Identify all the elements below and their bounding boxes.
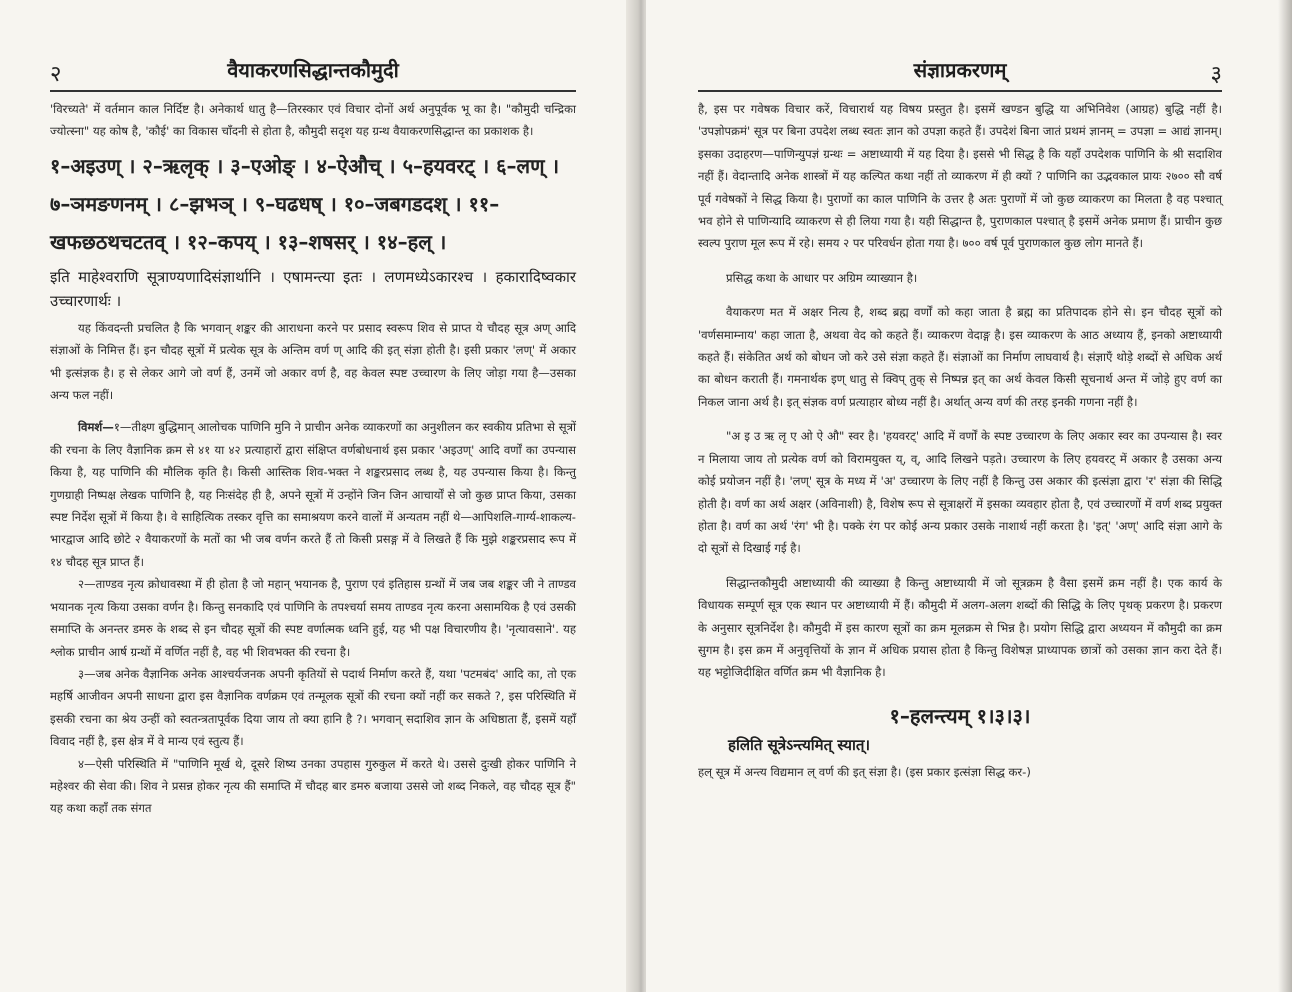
vimarsha-paragraph-3: ३—जब अनेक वैज्ञानिक अनेक आश्चर्यजनक अपनी कृतियों से पदार्थ निर्माण करते हैं, यथा 'पटमबंद' आदि का, तो एक महर्षि आजीवन अपनी साधना द्वारा इस वैज्ञानिक वर्णक्रम एवं तन्मूलक सूत्रों की रचना क्यों नहीं कर सकते ?, इस परिस्थिति में इसकी रचना का श्रेय उन्हीं को स्वतन्त्रतापूर्वक दिया जाय तो क्या हानि है ?। भगवान् सदाशिव ज्ञान के अधिष्ठाता हैं, इसमें यहाँ विवाद नहीं है, इस क्षेत्र में वे मान्य एवं स्तुत्य हैं। [50,666,576,749]
main-paragraph-3: सिद्धान्तकौमुदी अष्टाध्यायी की व्याख्या है किन्तु अष्टाध्यायी में जो सूत्रक्रम है वैसा इसमें क्रम नहीं है। एक कार्य के विधायक सम्पूर्ण सूत्र एक स्थान पर अष्टाध्यायी में हैं। कौमुदी में अलग-अलग शब्दों की सिद्धि के लिए पृथक् प्रकरण है। प्रकरण के अनुसार सूत्रनिर्देश है। कौमुदी में इस कारण सूत्रों का क्रम मूलक्रम से भिन्न है। प्रयोग सिद्धि द्वारा अध्ययन में कौमुदी का क्रम सुगम है। इस क्रम में अनुवृत्तियों के ज्ञान में अधिक प्रयास होता है किन्तु विशेषज्ञ प्राध्यापक छात्रों को उसका ज्ञान करा देते हैं। यह भट्टोजिदीक्षित वर्णित क्रम भी वैज्ञानिक है। [698,575,1222,680]
main-paragraph-2: "अ इ उ ऋ लृ ए ओ ऐ औ" स्वर है। 'हयवरट्' आदि में वर्णों के स्पष्ट उच्चारण के लिए अकार स्वर का उपन्यास है। स्वर न मिलाया जाय तो प्रत्येक वर्ण को विरामयुक्त य्, व्, आदि लिखने पड़ते। उच्चारण के लिए हयवरट् में अकार है उसका अन्य कोई प्रयोजन नहीं है। 'लण्' सूत्र के मध्य में 'अ' उच्चारण के लिए नहीं है किन्तु उस अकार की इत्संज्ञा द्वारा 'र' संज्ञा की सिद्धि होती है। वर्ण का अर्थ अक्षर (अविनाशी) है, विशेष रूप से सूत्राक्षरों में इसका व्यवहार होता है, एवं उच्चारणों में वर्ण शब्द प्रयुक्त होता है। वर्ण का अर्थ 'रंग' भी है। पक्के रंग पर कोई अन्य प्रकार उसके नाशार्थ नहीं करता है। 'इत्' 'अण्' आदि संज्ञा आगे के दो सूत्रों से दिखाई गई है। [698,429,1222,556]
spacer [698,255,1222,267]
continued-paragraph: है, इस पर गवेषक विचार करें, विचारार्थ यह विषय प्रस्तुत है। इसमें खण्डन बुद्धि या अभिनिवेश (आग्रह) बुद्धि नहीं है। 'उपज्ञोपक्रमं' सूत्र पर बिना उपदेश लब्ध स्वतः ज्ञान को उपज्ञा कहते हैं। उपदेशं बिना जातं प्रथमं ज्ञानम् = उपज्ञा = आद्यं ज्ञानम्। इसका उदाहरण—पाणिन्युपज्ञं ग्रन्थः = अष्टाध्यायी में यह दिया है। इससे भी सिद्ध है कि यहाँ उपदेशक पाणिनि के श्री सदाशिव नहीं हैं। वेदान्तादि अनेक शास्त्रों में यह कल्पित कथा नहीं तो व्याकरण में ही क्यों ? पाणिनि का उद्भवकाल प्रायः २७०० सौ वर्ष पूर्व गवेषकों ने सिद्ध किया है। पुराणों का काल पाणिनि के उत्तर है अतः पुराणों में जो कुछ व्याकरण का मिलता है वह पश्चात् भव होने से पाणिन्यादि व्याकरण से ही लिया गया है। यही सिद्धान्त है, पुराणकाल पश्चात् है इसमें अनेक प्रमाण हैं। प्राचीन कुछ स्वल्प पुराण मूल रूप में रहे। समय २ पर परिवर्धन होता गया है। ७०० वर्ष पूर्व पुराणकाल कुछ लोग मानते हैं। [698,102,1222,251]
vimarsha-label: विमर्श— [78,420,114,435]
left-page [0,0,636,992]
spacer [698,289,1222,301]
running-title: संज्ञाप्रकरणम् [913,58,1007,82]
spacer [698,560,1222,572]
spacer [698,413,1222,425]
right-page [646,0,1292,992]
iti-statement: इति माहेश्वराणि सूत्राण्यणादिसंज्ञार्थानि । एषामन्त्या इतः । लणमध्येऽकारश्च । हकारादिष्वकार उच्चारणार्थः । [50,267,576,310]
prasiddha-line: प्रसिद्ध कथा के आधार पर अग्रिम व्याख्यान है। [726,270,918,285]
vimarsha-paragraph-2: २—ताण्डव नृत्य क्रोधावस्था में ही होता है जो महान् भयानक है, पुराण एवं इतिहास ग्रन्थों में जब जब शङ्कर जी ने ताण्डव भयानक नृत्य किया उसका वर्णन है। किन्तु सनकादि एवं पाणिनि के तपश्चर्या समय ताण्डव नृत्य करना असामयिक है एवं उसकी समाप्ति के अनन्तर डमरु के शब्द से इन चौदह सूत्रों की स्पष्ट वर्णात्मक ध्वनि हुई, यह भी पक्ष विचारणीय है। 'नृत्यावसाने'. यह श्लोक प्राचीन आर्ष ग्रन्थों में वर्णित नहीं है, वह भी शिवभक्त की रचना है। [50,577,576,659]
maheshvara-sutras: १–अइउण् । २–ऋलृक् । ३–एओङ् । ४–ऐऔच् । ५–हयवरट् । ६–लण् । ७–ञमङणनम् । ८–झभञ् । ९–घढधष् । १०–जबगडदश् । ११–खफछठथचटतव् । १२–कपय् । १३–शषसर् । १४–हल् । [50,153,560,254]
main-paragraph-1: वैयाकरण मत में अक्षर नित्य है, शब्द ब्रह्म वर्णों को कहा जाता है ब्रह्म का प्रतिपादक होने से। इन चौदह सूत्रों को 'वर्णसमाम्नाय' कहा जाता है, अथवा वेद को कहते हैं। व्याकरण वेदाङ्ग है। इस व्याकरण के आठ अध्याय हैं, इनको अष्टाध्यायी कहते हैं। संकेतित अर्थ को बोधन जो करे उसे संज्ञा कहते हैं। संज्ञाओं का निर्माण लाघवार्थ है। संज्ञाएँ थोड़े शब्दों से अधिक अर्थ का बोधन कराती हैं। गमनार्थक इण् धातु से क्विप् तुक् से निष्पन्न इत् का अर्थ केवल किसी सूचनार्थ अन्त में जोड़े हुए वर्ण का निकल जाना अर्थ है। इत् संज्ञक वर्ण प्रत्याहार बोध्य नहीं है। अर्थात् अन्य वर्ण की तरह इनकी गणना नहीं है। [698,305,1222,409]
vimarsha-paragraph-4: ४—ऐसी परिस्थिति में "पाणिनि मूर्ख थे, दूसरे शिष्य उनका उपहास गुरुकुल में करते थे। उससे दुःखी होकर पाणिनि ने महेश्वर की सेवा की। शिव ने प्रसन्न होकर नृत्य की समाप्ति में चौदह बार डमरु बजाया उससे जो शब्द निकले, वह चौदह सूत्र हैं" यह कथा कहाँ तक संगत [50,756,576,816]
page-edge-shadow [1278,0,1292,992]
intro-paragraph: 'विरच्यते' में वर्तमान काल निर्दिष्ट है। अनेकार्थ धातु है—तिरस्कार एवं विचार दोनों अर्थ अनुपूर्वक भू का है। "कौमुदी चन्द्रिका ज्योत्स्ना" यह कोष है, 'कौई' का विकास चाँदनी से होता है, कौमुदी सदृश यह ग्रन्थ वैयाकरणसिद्धान्त का प्रकाशक है। [50,102,576,139]
right-page-header [698,52,1222,92]
page-number: २ [50,62,62,87]
sutra-heading: १–हलन्त्यम् १।३।३। [889,703,1031,728]
page-number: ३ [1210,62,1222,87]
left-page-header [50,52,576,92]
legend-paragraph: यह किंवदन्ती प्रचलित है कि भगवान् शङ्कर की आराधना करने पर प्रसाद स्वरूप शिव से प्राप्त ये चौदह सूत्र अण् आदि संज्ञाओं के निमित्त हैं। इन चौदह सूत्रों में प्रत्येक सूत्र के अन्तिम वर्ण ण् आदि की इत् संज्ञा होती है। इसी प्रकार 'लण्' में अकार भी इत्संज्ञक है। ह से लेकर आगे जो वर्ण हैं, उनमें जो अकार वर्ण है, वह केवल स्पष्ट उच्चारण के लिए जोड़ा गया है—उसका अन्य फल नहीं। [50,320,576,403]
explanation-line: हल् सूत्र में अन्त्य विद्यमान ल् वर्ण की इत् संज्ञा है। (इस प्रकार इत्संज्ञा सिद्ध कर-) [698,764,1031,779]
running-title: वैयाकरणसिद्धान्तकौमुदी [227,58,399,82]
vimarsha-paragraph-1 [50,416,576,573]
vritti-line: हलिति सूत्रेऽन्त्यमित् स्यात्। [728,735,871,754]
vimarsha-text-1: १—तीक्ष्ण बुद्धिमान् आलोचक पाणिनि मुनि ने प्राचीन अनेक व्याकरणों का अनुशीलन कर स्वकीय प्रतिभा से सूत्रों की रचना के लिए वैज्ञानिक क्रम से ४१ या ४२ प्रत्याहारों द्वारा संक्षिप्त वर्णबोधनार्थ इस प्रकार 'अइउण्' आदि वर्णों का उपन्यास किया है, यह पाणिनि की मौलिक कृति है। किसी आस्तिक शिव-भक्त ने शङ्करप्रसाद लब्ध है, यह उपन्यास किया है। किन्तु गुणग्राही निष्पक्ष लेखक पाणिनि है, यह निःसंदेह ही है, अपने सूत्रों में उन्होंने जिन जिन आचार्यों से जो कुछ प्राप्त किया, उसका स्पष्ट निर्देश सूत्रों में किया है। वे साहित्यिक तस्कर वृत्ति का समाश्रयण करने वालों में अन्यतम नहीं थे—आपिशलि-गार्ग्य-शाकल्य-भारद्वाज आदि छोटे २ वैयाकरणों के मतों का भी जब वर्णन करते हैं तो किसी प्रसङ्ग में वे लिखते हैं कि मुझे शङ्करप्रसाद रूप में १४ चौदह सूत्र प्राप्त हैं। [50,420,576,569]
